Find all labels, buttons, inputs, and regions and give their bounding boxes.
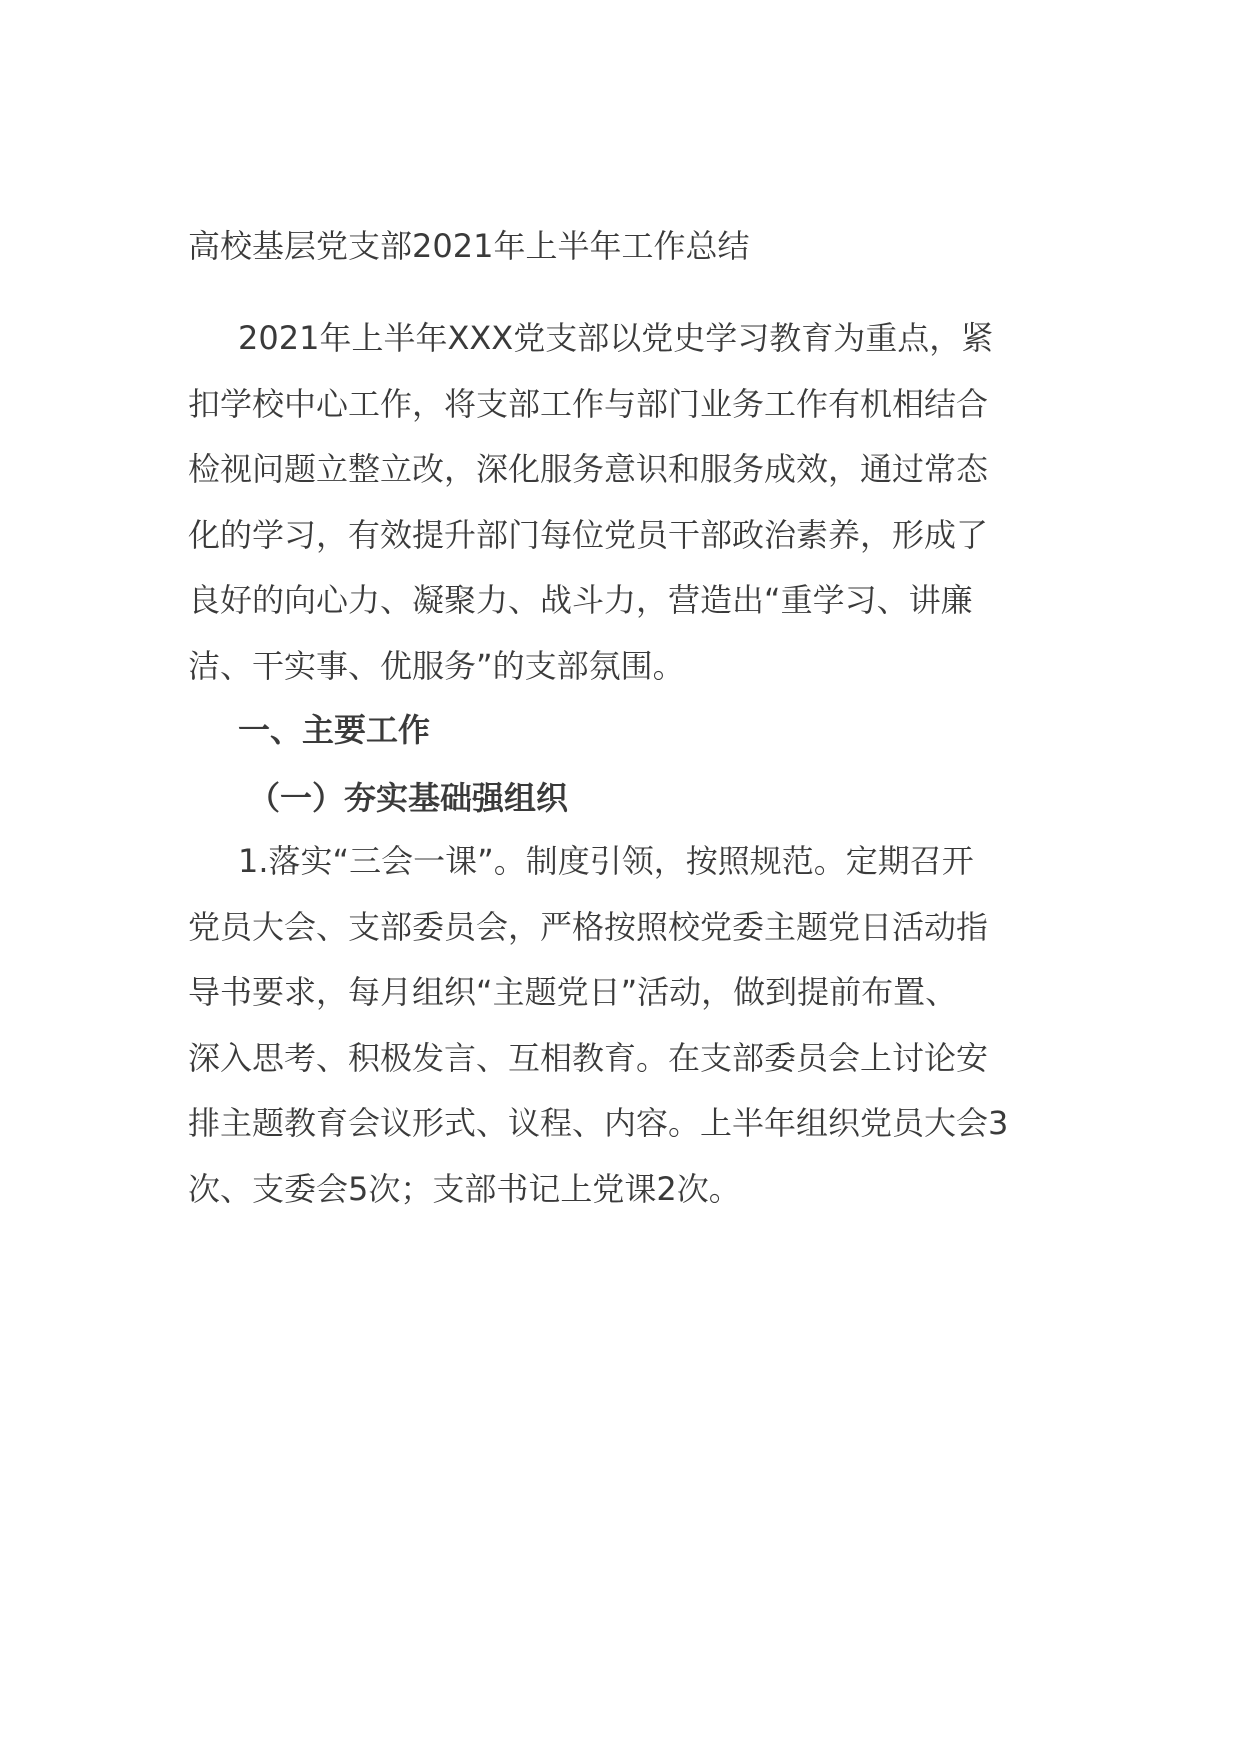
paragraph-line: 化的学习，有效提升部门每位党员干部政治素养，形成了 bbox=[188, 515, 989, 554]
paragraph-line: 1.落实“三会一课”。制度引领，按照规范。定期召开 bbox=[238, 842, 974, 880]
paragraph-line: 检视问题立整立改，深化服务意识和服务成效，通过常态 bbox=[188, 450, 989, 488]
document-title: 高校基层党支部2021年上半年工作总结 bbox=[188, 227, 750, 265]
paragraph-line: 党员大会、支部委员会，严格按照校党委主题党日活动指 bbox=[188, 907, 989, 946]
paragraph-line: 2021年上半年XXX党支部以党史学习教育为重点，紧 bbox=[238, 319, 994, 357]
paragraph-line: 扣学校中心工作，将支部工作与部门业务工作有机相结合 bbox=[188, 384, 989, 423]
paragraph-line: 导书要求，每月组织“主题党日”活动，做到提前布置、 bbox=[188, 973, 958, 1011]
paragraph-line: 深入思考、积极发言、互相教育。在支部委员会上讨论安 bbox=[188, 1038, 989, 1077]
section-heading: 一、主要工作 bbox=[238, 711, 431, 749]
paragraph-line: 良好的向心力、凝聚力、战斗力，营造出“重学习、讲廉 bbox=[188, 581, 973, 619]
paragraph-line: 排主题教育会议形式、议程、内容。上半年组织党员大会3 bbox=[188, 1104, 1009, 1142]
intro-paragraph bbox=[188, 306, 1058, 699]
subsection-heading: （一）夯实基础强组织 bbox=[248, 779, 569, 817]
item-paragraph bbox=[188, 829, 1058, 1222]
paragraph-line: 次、支委会5次；支部书记上党课2次。 bbox=[188, 1169, 741, 1208]
paragraph-line: 洁、干实事、优服务”的支部氛围。 bbox=[188, 646, 685, 685]
